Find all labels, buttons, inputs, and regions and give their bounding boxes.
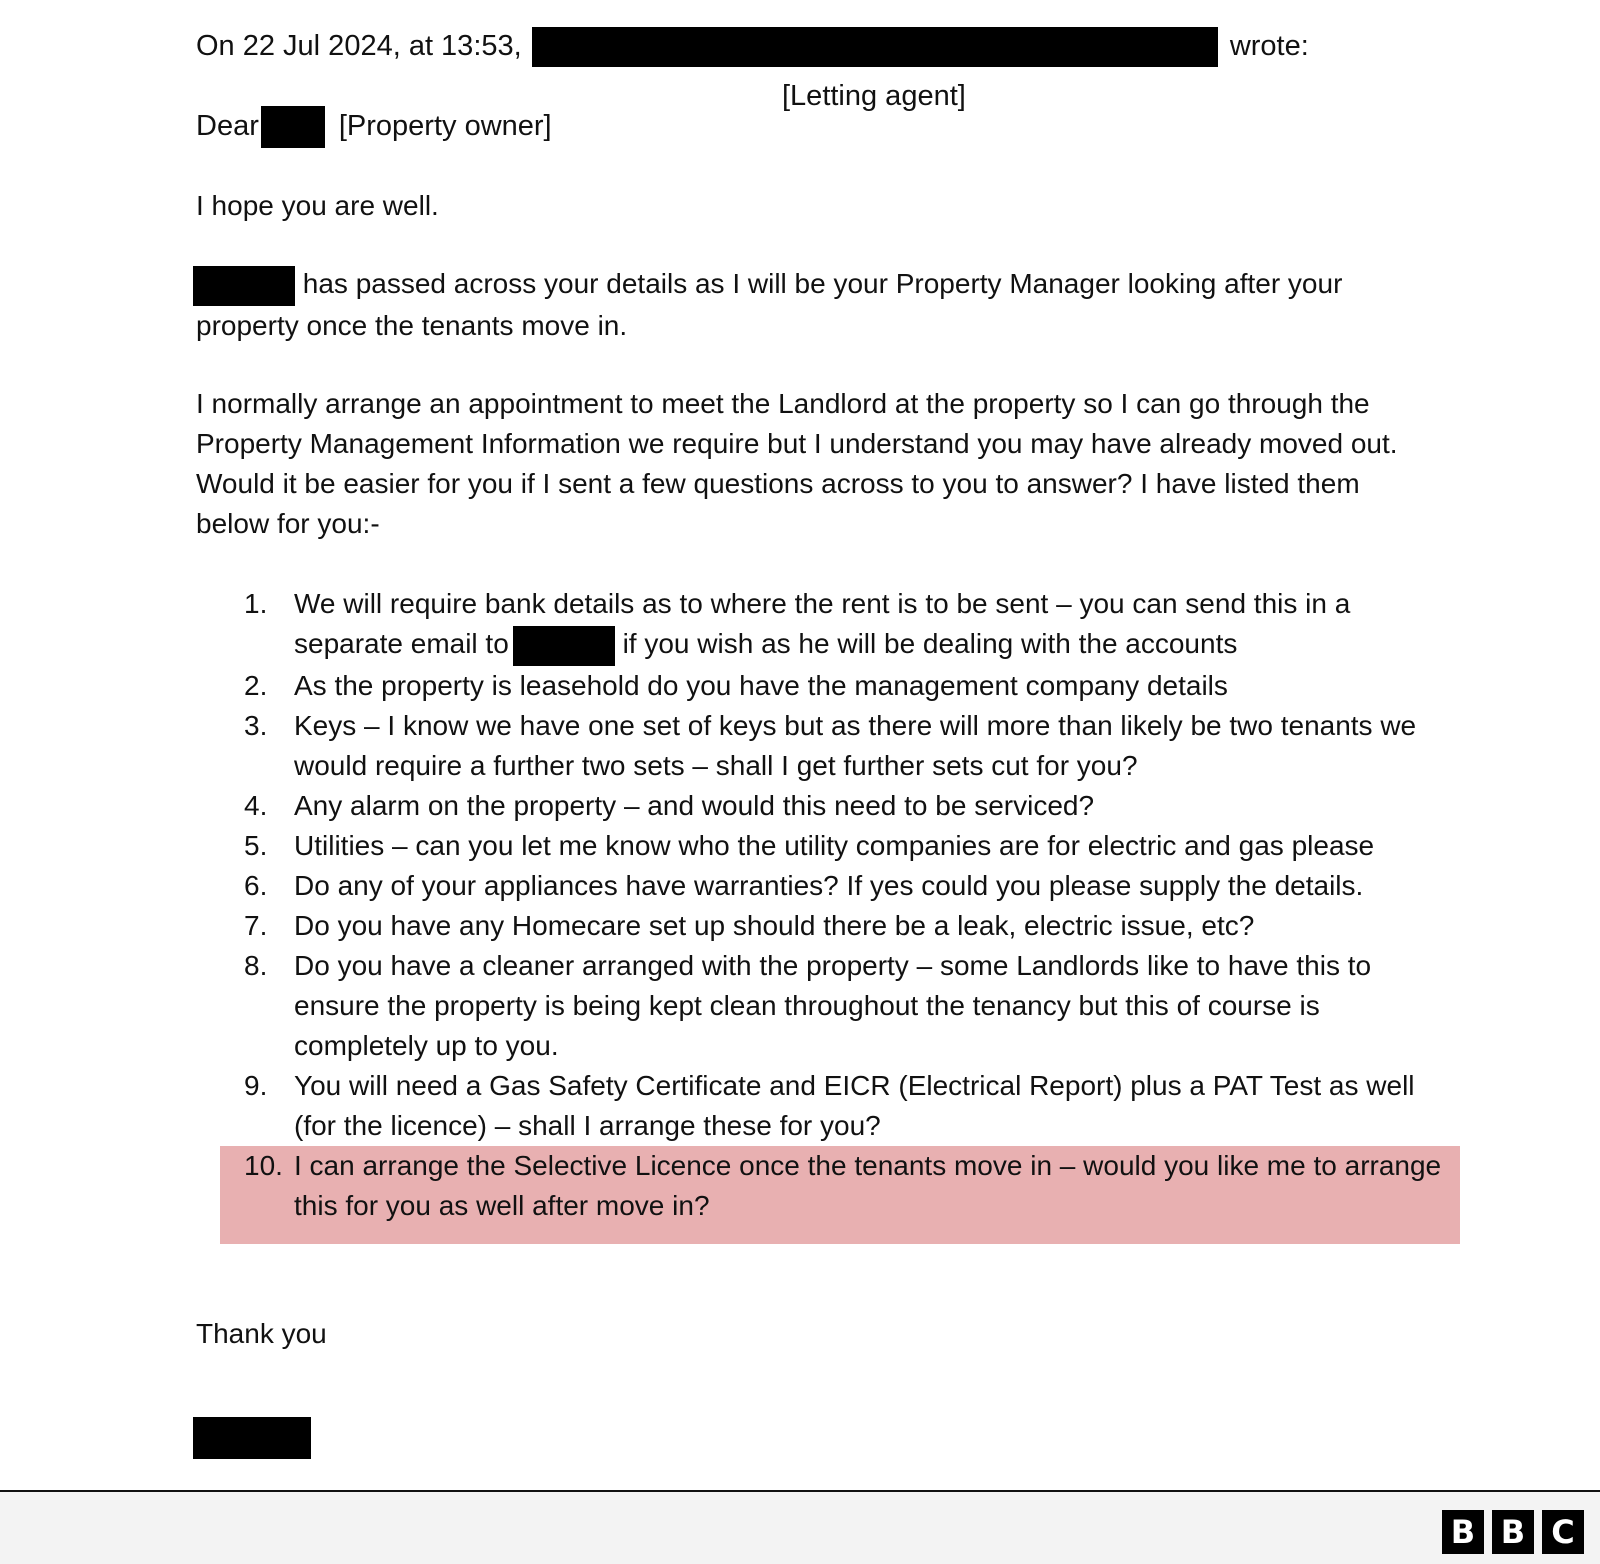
salutation: Dear bbox=[196, 110, 259, 142]
salutation-line bbox=[196, 106, 552, 148]
list-item: 4. Any alarm on the property – and would this need to be serviced? bbox=[244, 789, 1095, 821]
closing: Thank you bbox=[196, 1318, 327, 1349]
redacted-signature bbox=[193, 1417, 311, 1459]
header-suffix: wrote: bbox=[1229, 30, 1309, 62]
redacted-recipient bbox=[261, 106, 325, 148]
list-item: 5. Utilities – can you let me know who the utility companies are for electric and gas please bbox=[244, 829, 1375, 861]
bbc-logo bbox=[1442, 1510, 1584, 1554]
footer-bar bbox=[0, 1490, 1600, 1564]
redacted-sender bbox=[532, 27, 1218, 67]
list-item: 6. Do any of your appliances have warranties? If yes could you please supply the details. bbox=[244, 869, 1364, 901]
list-item: 2. As the property is leasehold do you have the management company details bbox=[244, 669, 1228, 701]
list-item: 9. You will need a Gas Safety Certificate and EICR (Electrical Report) plus a PAT Test as well (for the licence) – shall I arrange these for you? bbox=[244, 1069, 1415, 1141]
logo-letter: B bbox=[1492, 1510, 1534, 1554]
recipient-annotation: [Property owner] bbox=[338, 110, 552, 142]
redacted-name bbox=[193, 266, 295, 306]
sender-annotation: [Letting agent] bbox=[782, 80, 966, 112]
question-list bbox=[196, 584, 1442, 1244]
list-item: 3. Keys – I know we have one set of keys but as there will more than likely be two tenants we would require a further two sets – shall I get further sets cut for you? bbox=[244, 709, 1417, 781]
logo-letter: B bbox=[1442, 1510, 1484, 1554]
list-item: 1. We will require bank details as to where the rent is to be sent – you can send this in a separate email to if you wish as he will be dealing with the accounts bbox=[196, 584, 1436, 666]
paragraph-request: I normally arrange an appointment to meet the Landlord at the property so I can go through the Property Management Information we require but I understand you may have already moved out. Would it be easier for you if I sent a few questions across to you to answer? I have listed them below for you:- bbox=[196, 388, 1398, 539]
paragraph-intro bbox=[196, 264, 1436, 346]
list-item-highlighted: 10. I can arrange the Selective Licence once the tenants move in – would you like me to arrange this for you as well after move in? bbox=[220, 1146, 1460, 1244]
redacted-contact bbox=[513, 626, 615, 666]
header-prefix: On 22 Jul 2024, at 13:53, bbox=[196, 30, 522, 62]
greeting: I hope you are well. bbox=[196, 190, 439, 221]
logo-letter: C bbox=[1542, 1510, 1584, 1554]
paragraph-intro-text: has passed across your details as I will be your Property Manager looking after your property once the tenants move in. bbox=[196, 268, 1343, 341]
email-header bbox=[196, 26, 1309, 67]
list-item: 7. Do you have any Homecare set up should there be a leak, electric issue, etc? bbox=[244, 909, 1255, 941]
list-item: 8. Do you have a cleaner arranged with the property – some Landlords like to have this to ensure the property is being kept clean throughout the tenancy but this of course is completely up to you. bbox=[244, 949, 1372, 1061]
